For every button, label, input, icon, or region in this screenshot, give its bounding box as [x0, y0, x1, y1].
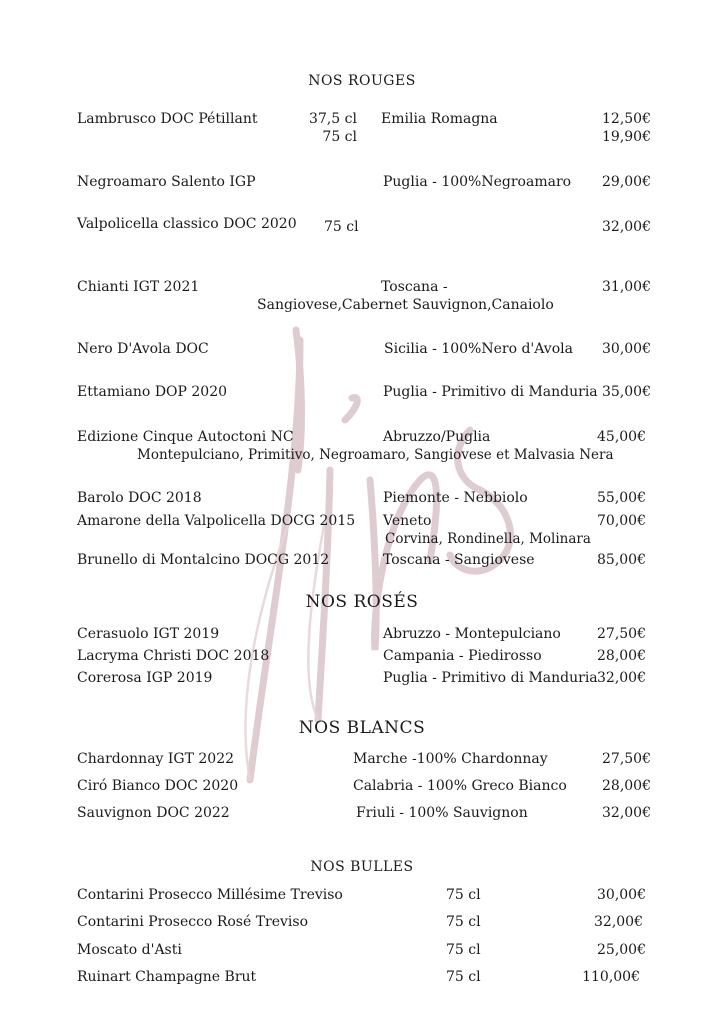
- wine-price: 25,00€: [597, 942, 646, 958]
- wine-name: Nero D'Avola DOC: [77, 341, 209, 357]
- wine-name: Corerosa IGP 2019: [77, 670, 213, 686]
- wine-name: Ettamiano DOP 2020: [77, 384, 228, 400]
- section-title-roses: NOS ROSÉS: [305, 592, 419, 612]
- wine-price: 32,00€: [594, 914, 643, 930]
- wine-region: Puglia - Primitivo di Manduria: [383, 670, 598, 686]
- wine-price: 32,00€: [602, 219, 651, 235]
- wine-region: Sicilia - 100%Nero d'Avola: [384, 341, 573, 357]
- wine-price: 30,00€: [597, 887, 646, 903]
- wine-name: Chianti IGT 2021: [77, 279, 200, 295]
- wine-price: 30,00€: [602, 341, 651, 357]
- wine-region: Veneto: [383, 513, 432, 529]
- wine-name: Valpolicella classico DOC 2020: [77, 216, 297, 232]
- wine-price: 27,50€: [602, 751, 651, 767]
- wine-name: Cerasuolo IGT 2019: [77, 626, 220, 642]
- wine-grapes: Montepulciano, Primitivo, Negroamaro, Sangiovese et Malvasia Nera: [137, 447, 614, 463]
- wine-size: 75 cl: [446, 914, 481, 930]
- section-title-bulles: NOS BULLES: [310, 859, 414, 875]
- wine-price: 70,00€: [597, 513, 646, 529]
- wine-name: Lacryma Christi DOC 2018: [77, 648, 270, 664]
- section-title-blancs: NOS BLANCS: [298, 718, 426, 738]
- wine-region: Puglia - Primitivo di Manduria: [383, 384, 598, 400]
- wine-region: Calabria - 100% Greco Bianco: [353, 778, 567, 794]
- wine-region: Toscana -: [381, 279, 448, 295]
- wine-price: 32,00€: [597, 670, 646, 686]
- wine-name: Negroamaro Salento IGP: [77, 174, 256, 190]
- wine-price: 45,00€: [597, 429, 646, 445]
- wine-size: 75 cl: [446, 942, 481, 958]
- wine-price: 12,50€: [602, 111, 651, 127]
- wine-region: Puglia - 100%Negroamaro: [383, 174, 572, 190]
- wine-region: Marche -100% Chardonnay: [353, 751, 548, 767]
- wine-region: Toscana - Sangiovese: [383, 552, 535, 568]
- wine-price: 31,00€: [602, 279, 651, 295]
- wine-size: 75 cl: [324, 219, 359, 235]
- wine-region: Piemonte - Nebbiolo: [383, 490, 528, 506]
- wine-name: Ruinart Champagne Brut: [77, 969, 257, 985]
- wine-price: 32,00€: [602, 805, 651, 821]
- wine-region: Abruzzo - Montepulciano: [383, 626, 561, 642]
- wine-size: 75 cl: [322, 129, 357, 145]
- wine-size: 75 cl: [446, 969, 481, 985]
- wine-region: Abruzzo/Puglia: [383, 429, 491, 445]
- wine-name: Moscato d'Asti: [77, 942, 182, 958]
- wine-price: 27,50€: [597, 626, 646, 642]
- wine-price: 19,90€: [602, 129, 651, 145]
- wine-name: Ciró Bianco DOC 2020: [77, 778, 239, 794]
- wine-name: Barolo DOC 2018: [77, 490, 202, 506]
- wine-name: Amarone della Valpolicella DOCG 2015: [77, 513, 356, 529]
- wine-name: Chardonnay IGT 2022: [77, 751, 235, 767]
- wine-name: Brunello di Montalcino DOCG 2012: [77, 552, 330, 568]
- wine-price: 35,00€: [602, 384, 651, 400]
- wine-region: Campania - Piedirosso: [383, 648, 542, 664]
- wine-price: 29,00€: [602, 174, 651, 190]
- wine-name: Contarini Prosecco Millésime Treviso: [77, 887, 343, 903]
- wine-region: Friuli - 100% Sauvignon: [356, 805, 528, 821]
- wine-grapes: Sangiovese,Cabernet Sauvignon,Canaiolo: [257, 297, 554, 313]
- wine-price: 55,00€: [597, 490, 646, 506]
- wine-name: Contarini Prosecco Rosé Treviso: [77, 914, 309, 930]
- wine-name: Sauvignon DOC 2022: [77, 805, 230, 821]
- wine-name: Lambrusco DOC Pétillant: [77, 111, 258, 127]
- wine-region: Emilia Romagna: [381, 111, 498, 127]
- wine-size: 75 cl: [446, 887, 481, 903]
- wine-price: 110,00€: [582, 969, 640, 985]
- wine-price: 28,00€: [597, 648, 646, 664]
- section-title-rouges: NOS ROUGES: [308, 73, 416, 89]
- wine-size: 37,5 cl: [309, 111, 357, 127]
- wine-price: 85,00€: [597, 552, 646, 568]
- wine-grapes: Corvina, Rondinella, Molinara: [385, 531, 591, 547]
- wine-price: 28,00€: [602, 778, 651, 794]
- wine-name: Edizione Cinque Autoctoni NC: [77, 429, 294, 445]
